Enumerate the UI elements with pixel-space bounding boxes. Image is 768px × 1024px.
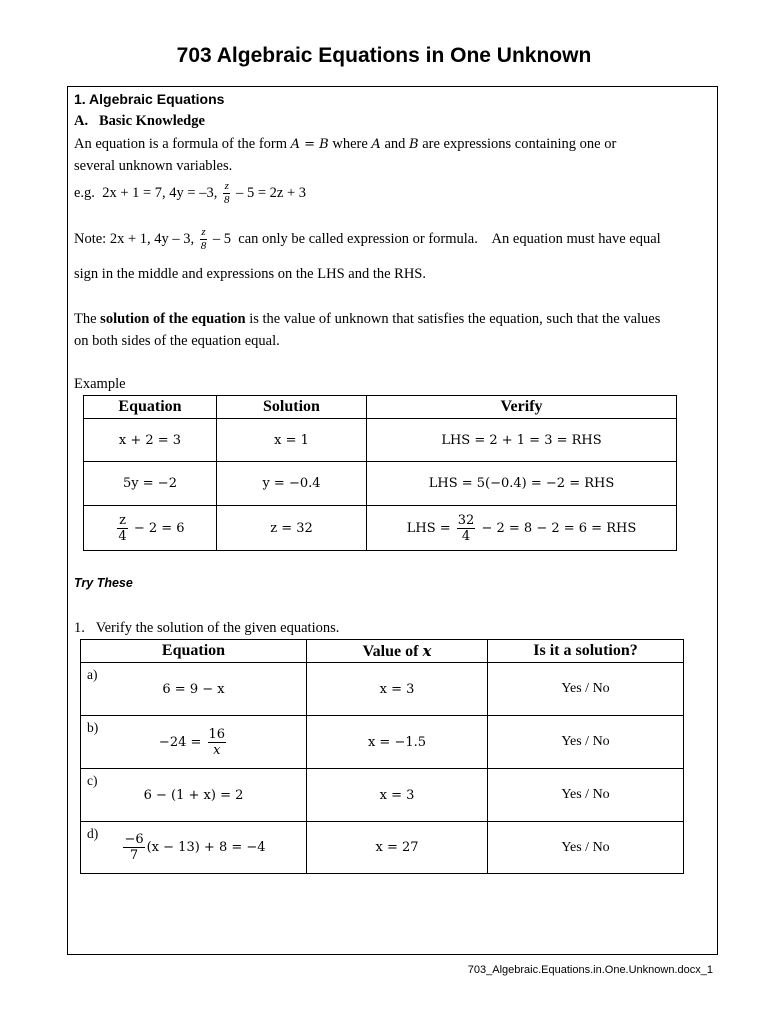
note-line-1	[74, 227, 661, 252]
q-answer-a[interactable]: Yes / No	[488, 663, 684, 716]
frac-den: 4	[118, 528, 127, 544]
q-eq-c	[81, 769, 307, 822]
intro-line-1	[74, 133, 616, 156]
intro-and: and	[384, 136, 406, 152]
q-header-var: x	[422, 641, 432, 660]
q-value-a: x = 3	[307, 663, 488, 716]
table-row	[84, 419, 677, 462]
frac-num: 32	[457, 512, 475, 528]
eg-fraction	[223, 181, 231, 206]
example-eq-2: 5y = −2	[84, 462, 217, 506]
intro-form: A = B	[290, 137, 329, 152]
q-eq-d	[81, 822, 307, 874]
q-eq-a-text: 6 = 9 − x	[162, 681, 225, 697]
q-answer-c[interactable]: Yes / No	[488, 769, 684, 822]
solution-post: is the value of unknown that satisfies the equation, such that the values	[249, 311, 661, 327]
table-row	[81, 822, 684, 874]
example-header-solution: Solution	[217, 396, 367, 419]
section-heading: 1. Algebraic Equations	[74, 91, 225, 107]
solution-pre: The	[74, 311, 97, 327]
eg-label: e.g.	[74, 184, 95, 201]
intro-a: A	[371, 137, 381, 152]
table-row	[84, 506, 677, 551]
eg-text-1: 2x + 1 = 7, 4y = –3,	[102, 184, 218, 201]
intro-text-2: are expressions containing one or	[422, 136, 617, 152]
subheading	[74, 113, 205, 130]
example-verify-2: LHS = 5(−0.4) = −2 = RHS	[367, 462, 677, 506]
example-equations	[74, 181, 306, 206]
row-label: b)	[87, 720, 99, 735]
table-row	[81, 716, 684, 769]
q-answer-b[interactable]: Yes / No	[488, 716, 684, 769]
example-header-verify: Verify	[367, 396, 677, 419]
row-label: c)	[87, 773, 98, 788]
example-verify-3	[367, 506, 677, 551]
q-eq-c-text: 6 − (1 + x) = 2	[143, 787, 244, 803]
verify-rest: − 2 = 8 − 2 = 6 = RHS	[481, 520, 637, 536]
note-label: Note: 2x + 1, 4y – 3,	[74, 230, 195, 247]
q-eq-d-rest: (x − 13) + 8 = −4	[146, 840, 266, 855]
note-line-2: sign in the middle and expressions on the LHS and the RHS.	[74, 266, 426, 282]
frac-num: z	[119, 512, 126, 528]
solution-para-line-1	[74, 308, 660, 330]
question-table	[80, 639, 684, 874]
example-eq-3-rest: − 2 = 6	[133, 520, 185, 536]
solution-para-line-2: on both sides of the equation equal.	[74, 333, 280, 349]
frac-den: x	[213, 742, 221, 758]
note-frac-num: z	[201, 226, 206, 238]
frac-num: 16	[208, 726, 226, 742]
q-value-d: x = 27	[307, 822, 488, 874]
question-1	[74, 617, 339, 639]
footer-filename: 703_Algebraic.Equations.in.One.Unknown.docx_1	[467, 964, 713, 976]
intro-b: B	[409, 137, 419, 152]
q-value-b: x = −1.5	[307, 716, 488, 769]
content-frame	[67, 86, 718, 955]
q-eq-a	[81, 663, 307, 716]
example-eq-3	[84, 506, 217, 551]
q-answer-d[interactable]: Yes / No	[488, 822, 684, 874]
try-these-label: Try These	[74, 576, 133, 590]
frac-num: −6	[124, 832, 144, 847]
table-row	[84, 462, 677, 506]
q-header-value	[307, 640, 488, 663]
note-frac-den: 8	[200, 240, 207, 252]
example-label: Example	[74, 376, 126, 392]
frac-den: 7	[129, 848, 139, 863]
example-eq-3-fraction	[117, 514, 127, 543]
note-after: – 5	[212, 230, 232, 247]
q-header-solution: Is it a solution?	[488, 640, 684, 663]
question-text: Verify the solution of the given equations.	[95, 620, 340, 636]
note-fraction	[200, 227, 208, 252]
intro-line-2: several unknown variables.	[74, 158, 233, 174]
q-eq-d-fraction	[123, 833, 144, 862]
question-number: 1.	[74, 620, 85, 636]
example-sol-1: x = 1	[217, 419, 367, 462]
example-eq-1: x + 2 = 3	[84, 419, 217, 462]
example-sol-3: z = 32	[217, 506, 367, 551]
eg-frac-num: z	[224, 180, 229, 192]
subheading-letter: A.	[74, 113, 89, 129]
frac-den: 4	[461, 528, 471, 544]
q-eq-b	[81, 716, 307, 769]
verify-pre: LHS =	[406, 520, 451, 536]
q-eq-b-fraction	[208, 728, 227, 757]
q-eq-b-pre: −24 =	[158, 734, 202, 750]
verify-fraction	[457, 514, 476, 543]
example-sol-2: y = −0.4	[217, 462, 367, 506]
example-table-header	[84, 396, 677, 419]
question-table-header	[81, 640, 684, 663]
table-row	[81, 663, 684, 716]
q-value-c: x = 3	[307, 769, 488, 822]
eg-text-2: – 5 = 2z + 3	[236, 184, 307, 201]
intro-text: An equation is a formula of the form	[74, 136, 288, 152]
q-header-value-text: Value of	[362, 642, 419, 660]
solution-bold: solution of the equation	[100, 311, 246, 327]
intro-where: where	[332, 136, 368, 152]
example-verify-1: LHS = 2 + 1 = 3 = RHS	[367, 419, 677, 462]
q-header-equation: Equation	[81, 640, 307, 663]
note-text: can only be called expression or formula. An equation must have equal	[238, 230, 661, 247]
eg-frac-den: 8	[223, 194, 230, 206]
example-table	[83, 395, 677, 551]
table-row	[81, 769, 684, 822]
page-title: 703 Algebraic Equations in One Unknown	[176, 44, 592, 67]
subheading-text: Basic Knowledge	[98, 113, 205, 129]
row-label: d)	[87, 826, 99, 841]
row-label: a)	[87, 667, 98, 682]
example-header-equation: Equation	[84, 396, 217, 419]
